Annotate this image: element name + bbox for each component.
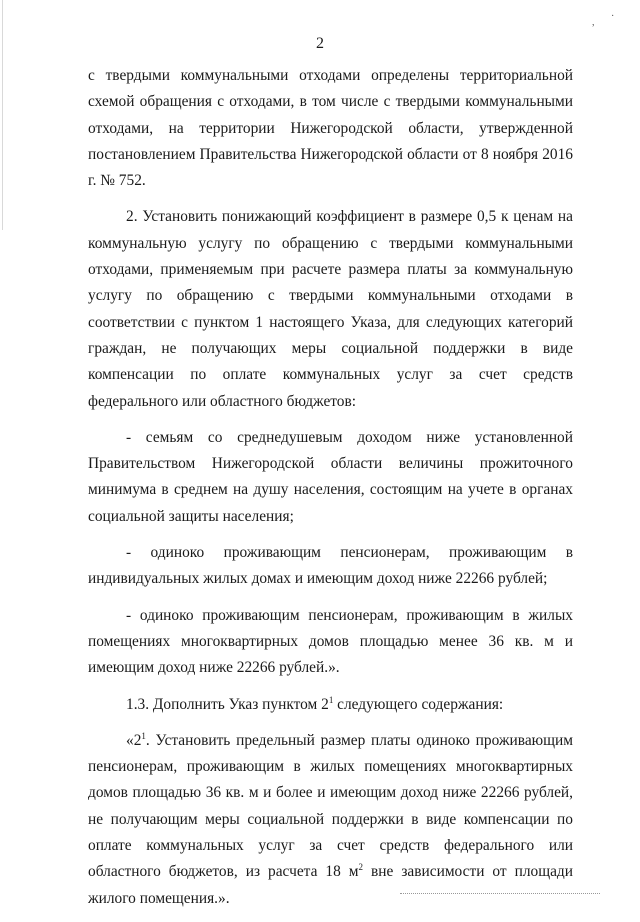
page-number: 2 (316, 35, 324, 52)
text-fragment: . Установить предельный размер платы одиноко проживающим пенсионерам, проживающим в жилых помещениях многоквартирных домов площадью 36 кв. м и более и имеющим доход ниже 22266 рублей, не получающим меры социальной поддержки в виде компенсации по оплате коммунальных услуг за счет средств федерального или областного бюджетов, из расчета 18 м (88, 731, 573, 881)
list-item-pensioners-houses: - одиноко проживающим пенсионерам, проживающим в индивидуальных жилых домах и имеющим доход ниже 22266 рублей; (88, 544, 573, 588)
text-fragment: «2 (126, 731, 142, 749)
scan-artifact-line (400, 893, 600, 895)
text-fragment: вне зависимости от площади жилого помещения.». (88, 863, 573, 907)
superscript: 2 (358, 862, 364, 873)
paragraph-item-1-3 (88, 692, 573, 718)
paragraph-item-2-1 (88, 728, 573, 912)
scan-speck: , (592, 17, 595, 28)
text-fragment: следующего содержания: (333, 695, 504, 713)
paragraph-item-2: 2. Установить понижающий коэффициент в размере 0,5 к ценам на коммунальную услугу по обращению с твердыми коммунальными отходами, применяемым при расчете размера платы за коммунальную услугу по обращению с твердыми коммунальными отходами в соответствии с пунктом 1 настоящего Указа, для следующих категорий граждан, не получающих меры социальной поддержки в виде компенсации по оплате коммунальных услуг за счет средств федерального или областного бюджетов: (88, 208, 573, 410)
scan-speck: · (611, 11, 615, 22)
text-fragment: 1.3. Дополнить Указ пунктом 2 (126, 695, 329, 713)
paragraph-continuation: с твердыми коммунальными отходами определены территориальной схемой обращения с отходами, в том числе с твердыми коммунальными отходами, на территории Нижегородской области, утвержденной постановлением Правительства Нижегородской области от 8 ноября 2016 г. № 752. (88, 67, 573, 190)
list-item-families: - семьям со среднедушевым доходом ниже установленной Правительством Нижегородской области величины прожиточного минимума в среднем на душу населения, состоящим на учете в органах социальной защиты населения; (88, 428, 573, 525)
superscript: 1 (328, 694, 334, 705)
document-body (88, 63, 573, 922)
list-item-pensioners-apartments: - одиноко проживающим пенсионерам, проживающим в жилых помещениях многоквартирных домов площадью менее 36 кв. м и имеющим доход ниже 22266 рублей.». (88, 606, 573, 677)
superscript: 1 (141, 730, 146, 741)
